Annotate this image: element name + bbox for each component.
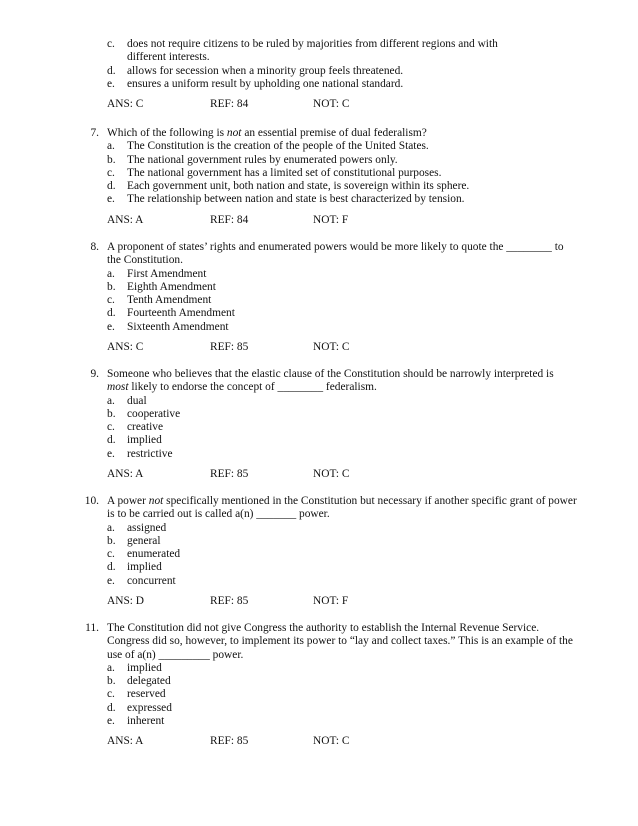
- option-letter: a.: [107, 661, 115, 674]
- notation-label: NOT: C: [313, 468, 350, 481]
- option-row: [0, 448, 638, 461]
- question-block: [0, 38, 638, 111]
- option-row: [0, 281, 638, 294]
- option-letter: d.: [107, 64, 116, 77]
- reference-label: REF: 85: [210, 341, 249, 354]
- option-text: assigned: [127, 521, 167, 534]
- option-letter: b.: [107, 153, 116, 166]
- answer-key-row: [0, 735, 638, 748]
- notation-label: NOT: F: [313, 595, 349, 608]
- option-letter: e.: [107, 574, 115, 587]
- reference-label: REF: 85: [210, 735, 249, 748]
- option-letter: a.: [107, 140, 115, 153]
- option-text: The Constitution is the creation of the people of the United States.: [127, 140, 429, 153]
- question-line-continued: [0, 254, 638, 267]
- question-block: [0, 495, 638, 608]
- option-letter: e.: [107, 193, 115, 206]
- option-letter: c.: [107, 294, 115, 307]
- option-letter: e.: [107, 320, 115, 333]
- option-text: concurrent: [127, 574, 176, 587]
- option-row: [0, 140, 638, 153]
- option-letter: a.: [107, 267, 115, 280]
- option-row: [0, 294, 638, 307]
- option-text: Sixteenth Amendment: [127, 320, 229, 333]
- question-number: 10.: [84, 495, 99, 507]
- answer-label: ANS: C: [107, 341, 144, 354]
- question-number: 9.: [90, 368, 99, 380]
- option-row: [0, 408, 638, 421]
- option-text: creative: [127, 421, 164, 434]
- answer-key-row: [0, 595, 638, 608]
- question-line: [0, 368, 638, 381]
- option-text: reserved: [127, 688, 166, 701]
- answer-key-row: [0, 214, 638, 227]
- option-text: allows for secession when a minority group feels threatened.: [127, 64, 404, 77]
- option-letter: b.: [107, 675, 116, 688]
- answer-label: ANS: A: [107, 468, 144, 481]
- option-letter: d.: [107, 180, 116, 193]
- option-row: [0, 321, 638, 334]
- question-line-continued: [0, 635, 638, 648]
- question-text: A proponent of states’ rights and enumerated powers would be more likely to quote the ________ to: [107, 241, 564, 253]
- option-letter: d.: [107, 307, 116, 320]
- option-row: [0, 548, 638, 561]
- question-text: Someone who believes that the elastic clause of the Constitution should be narrowly interpreted is: [107, 368, 554, 380]
- option-text: inherent: [127, 715, 165, 728]
- option-row: [0, 154, 638, 167]
- question-text: A power not specifically mentioned in the Constitution but necessary if another specific grant of power: [107, 495, 577, 507]
- option-row: [0, 575, 638, 588]
- option-row-continued: [0, 51, 638, 64]
- option-letter: c.: [107, 688, 115, 701]
- option-text: general: [127, 534, 161, 547]
- option-letter: c.: [107, 166, 115, 179]
- option-text: different interests.: [127, 51, 210, 64]
- option-text: expressed: [127, 701, 172, 714]
- option-letter: e.: [107, 77, 115, 90]
- answer-label: ANS: D: [107, 595, 145, 608]
- option-row: [0, 675, 638, 688]
- notation-label: NOT: F: [313, 213, 349, 226]
- option-row: [0, 180, 638, 193]
- question-block: [0, 127, 638, 227]
- option-text: implied: [127, 661, 162, 674]
- question-block: [0, 241, 638, 354]
- option-letter: e.: [107, 447, 115, 460]
- question-number: 11.: [85, 622, 99, 634]
- option-text: The national government has a limited set of constitutional purposes.: [127, 166, 442, 179]
- question-number: 7.: [90, 127, 99, 139]
- question-line: [0, 495, 638, 508]
- option-letter: b.: [107, 280, 116, 293]
- question-text: most likely to endorse the concept of ________ federalism.: [107, 381, 377, 394]
- option-row: [0, 268, 638, 281]
- option-row: [0, 662, 638, 675]
- question-line-continued: [0, 508, 638, 521]
- option-letter: c.: [107, 38, 115, 50]
- option-row: [0, 421, 638, 434]
- option-text: dual: [127, 394, 147, 407]
- reference-label: REF: 85: [210, 595, 249, 608]
- option-text: Eighth Amendment: [127, 280, 216, 293]
- answer-label: ANS: A: [107, 213, 144, 226]
- option-text: Each government unit, both nation and state, is sovereign within its sphere.: [127, 180, 470, 193]
- question-line: [0, 622, 638, 635]
- option-letter: c.: [107, 548, 115, 561]
- option-letter: a.: [107, 521, 115, 534]
- answer-key-row: [0, 98, 638, 111]
- option-row: [0, 522, 638, 535]
- option-row: [0, 688, 638, 701]
- option-letter: c.: [107, 421, 115, 434]
- option-text: The relationship between nation and state is best characterized by tension.: [127, 193, 465, 206]
- option-letter: b.: [107, 534, 116, 547]
- notation-label: NOT: C: [313, 341, 350, 354]
- option-text: enumerated: [127, 548, 181, 561]
- option-letter: a.: [107, 394, 115, 407]
- question-line: [0, 241, 638, 254]
- question-text: the Constitution.: [107, 254, 183, 267]
- reference-label: REF: 85: [210, 468, 249, 481]
- option-letter: d.: [107, 561, 116, 574]
- option-row: [0, 65, 638, 78]
- notation-label: NOT: C: [313, 98, 350, 111]
- option-text: delegated: [127, 675, 171, 688]
- answer-key-row: [0, 468, 638, 481]
- option-letter: d.: [107, 434, 116, 447]
- option-text: First Amendment: [127, 267, 207, 280]
- question-line: [0, 127, 638, 140]
- question-number: 8.: [90, 241, 99, 253]
- option-row: [0, 38, 638, 51]
- option-text: Tenth Amendment: [127, 294, 212, 307]
- answer-label: ANS: A: [107, 735, 144, 748]
- option-row: [0, 78, 638, 91]
- answer-key-row: [0, 341, 638, 354]
- option-letter: e.: [107, 715, 115, 728]
- option-text: Fourteenth Amendment: [127, 307, 235, 320]
- option-row: [0, 307, 638, 320]
- option-text: implied: [127, 561, 162, 574]
- option-text: cooperative: [127, 407, 181, 420]
- question-text: is to be carried out is called a(n) _______ power.: [107, 508, 330, 521]
- option-letter: d.: [107, 701, 116, 714]
- question-text: The Constitution did not give Congress the authority to establish the Internal Revenue Service.: [107, 622, 540, 634]
- notation-label: NOT: C: [313, 735, 350, 748]
- question-text: Which of the following is not an essential premise of dual federalism?: [107, 127, 427, 139]
- option-text: implied: [127, 434, 162, 447]
- reference-label: REF: 84: [210, 98, 249, 111]
- question-block: [0, 622, 638, 749]
- reference-label: REF: 84: [210, 213, 249, 226]
- answer-label: ANS: C: [107, 98, 144, 111]
- option-row: [0, 193, 638, 206]
- question-line-continued: [0, 649, 638, 662]
- option-letter: b.: [107, 407, 116, 420]
- option-row: [0, 702, 638, 715]
- option-text: restrictive: [127, 447, 173, 460]
- option-row: [0, 395, 638, 408]
- question-text: Congress did so, however, to implement its power to “lay and collect taxes.” This is an example of the: [107, 635, 573, 648]
- option-row: [0, 561, 638, 574]
- question-line-continued: [0, 381, 638, 394]
- option-text: The national government rules by enumerated powers only.: [127, 153, 398, 166]
- option-row: [0, 167, 638, 180]
- option-row: [0, 715, 638, 728]
- question-block: [0, 368, 638, 481]
- option-row: [0, 434, 638, 447]
- option-text: does not require citizens to be ruled by majorities from different regions and with: [127, 38, 498, 50]
- option-row: [0, 535, 638, 548]
- question-text: use of a(n) _________ power.: [107, 648, 244, 661]
- option-text: ensures a uniform result by upholding one national standard.: [127, 77, 404, 90]
